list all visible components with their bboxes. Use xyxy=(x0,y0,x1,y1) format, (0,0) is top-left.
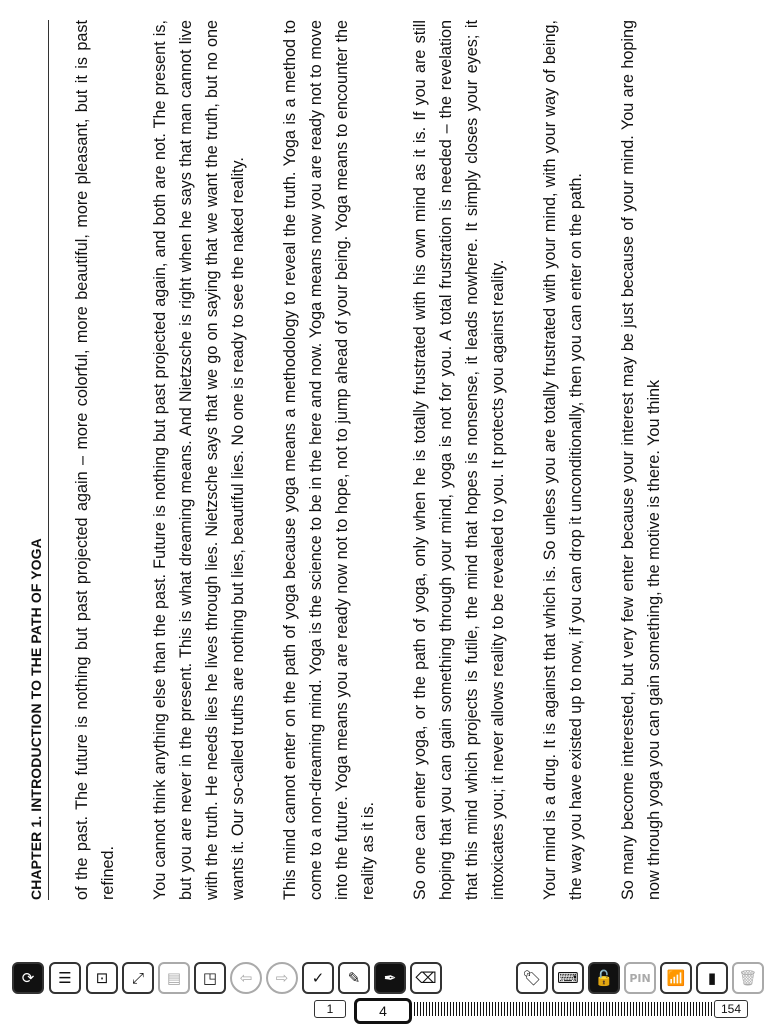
paragraph-6: So many become interested, but very few enter because your interest may be just because of your mind. You are hoping now through yoga you can gain something, the motive is there. You think xyxy=(619,20,663,900)
forward-arrow-icon[interactable]: ⇨ xyxy=(266,962,298,994)
page-icon[interactable]: ▤ xyxy=(158,962,190,994)
wireless-icon[interactable]: 📶 xyxy=(660,962,692,994)
page-navigation xyxy=(0,998,768,1024)
paragraph-4: So one can enter yoga, or the path of yoga, only when he is totally frustrated with his own mind as it is. If you are still hoping that you can gain something through your mind, yoga is not for you. A total frustration is needed – the revelation that this mind which projects is futile, the mind that hopes is nonsense, it leads nowhere. It simply closes your eyes; it intoxicates you; it never allows reality to be revealed to you. It protects you against reality. xyxy=(411,20,507,900)
eraser-icon[interactable]: ⌫ xyxy=(410,962,442,994)
lock-icon[interactable]: 🔓 xyxy=(588,962,620,994)
back-arrow-icon[interactable]: ⇦ xyxy=(230,962,262,994)
page-scrubber[interactable] xyxy=(414,1002,712,1016)
pin-label: PIN xyxy=(629,971,651,985)
current-page-indicator[interactable]: 4 xyxy=(354,998,412,1024)
chapter-heading: CHAPTER 1. INTRODUCTION TO THE PATH OF YOGA xyxy=(28,20,49,900)
pencil-icon[interactable]: ✎ xyxy=(338,962,370,994)
paragraph-1: of the past. The future is nothing but past projected again – more colorful, more beautiful, more pleasant, but it is past refined. xyxy=(73,20,117,900)
first-page-button[interactable]: 1 xyxy=(314,1000,346,1018)
tag-icon[interactable]: 🏷 xyxy=(516,962,548,994)
rotate-icon[interactable]: ⟳ xyxy=(12,962,44,994)
paragraph-5: Your mind is a drug. It is against that which is. So unless you are totally frustrated with your mind, with your way of being, the way you have existed up to now, if you can drop it unconditionally, then you can enter on the path. xyxy=(541,20,585,900)
contents-icon[interactable]: ☰ xyxy=(49,962,81,994)
pen-icon[interactable]: ✓ xyxy=(302,962,334,994)
marker-icon[interactable]: ✒ xyxy=(374,962,406,994)
zoom-fit-icon[interactable]: ⊡ xyxy=(86,962,118,994)
bookmark-page-icon[interactable]: ◳ xyxy=(194,962,226,994)
pin-icon[interactable] xyxy=(624,962,656,994)
last-page-button[interactable]: 154 xyxy=(714,1000,748,1018)
paragraph-3: This mind cannot enter on the path of yoga because yoga means a methodology to reveal the truth. Yoga is a method to come to a non-dreaming mind. Yoga is the science to be in the here and now. Yoga means now you are ready not to move into the future. Yoga means you are ready now not to hope, not to jump ahead of your being. Yoga means to encounter the reality as it is. xyxy=(281,20,377,900)
fullscreen-icon[interactable]: ⤢ xyxy=(122,962,154,994)
trash-icon[interactable]: 🗑 xyxy=(732,962,764,994)
battery-icon: ▮ xyxy=(696,962,728,994)
paragraph-2: You cannot think anything else than the past. Future is nothing but past projected again, and both are not. The present is, but you are never in the present. This is what dreaming means. And Nietzsche is right when he says that man cannot live with the truth. He needs lies he lives through lies. Nietzsche says that we go on saying that we want the truth, but no one wants it. Our so-called truths are nothing but lies, beautiful lies. No one is ready to see the naked reality. xyxy=(151,20,247,900)
keyboard-icon[interactable]: ⌨ xyxy=(552,962,584,994)
